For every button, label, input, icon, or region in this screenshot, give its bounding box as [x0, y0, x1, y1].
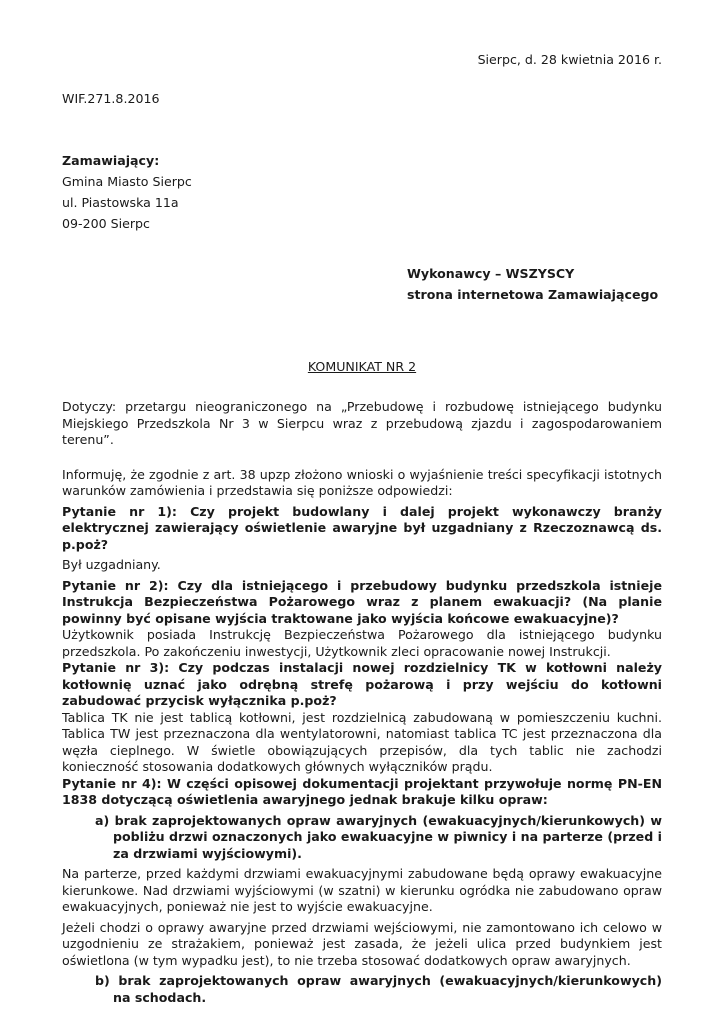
answer-1: Był uzgadniany.	[62, 557, 161, 572]
client-line: Gmina Miasto Sierpc	[62, 174, 192, 189]
recipients-line: Wykonawcy – WSZYSCY	[407, 266, 575, 281]
question-4a: a) brak zaprojektowanych opraw awaryjnych (ewakuacyjnych/kierunkowych) w pobliżu drzwi oznaczonych jako ewakuacyjne w piwnicy i na parterze (przed i za drzwiami wyjściowymi).	[95, 812, 662, 861]
reference-number: WIF.271.8.2016	[62, 91, 160, 106]
recipients-block	[407, 263, 658, 305]
recipients-line: strona internetowa Zamawiającego	[407, 287, 659, 302]
place-date: Sierpc, d. 28 kwietnia 2016 r.	[477, 52, 662, 67]
client-line: 09-200 Sierpc	[62, 216, 150, 231]
client-block	[62, 150, 192, 234]
intro-paragraph: Informuję, że zgodnie z art. 38 upzp złożono wnioski o wyjaśnienie treści specyfikacji istotnych warunków zamówienia i przedstawia się poniższe odpowiedzi:	[62, 466, 662, 498]
question-2: Pytanie nr 2): Czy dla istniejącego i przebudowy budynku przedszkola istnieje Instrukcja Bezpieczeństwa Pożarowego wraz z planem ewakuacji? (Na planie powinny być opisane wyjścia traktowane jako wyjścia końcowe ewakuacyjne)?	[62, 577, 662, 626]
question-1: Pytanie nr 1): Czy projekt budowlany i dalej projekt wykonawczy branży elektrycznej zawierający oświetlenie awaryjne był uzgadniany z Rzeczoznawcą ds. p.poż?	[62, 503, 662, 552]
subject-paragraph: Dotyczy: przetargu nieograniczonego na „Przebudowę i rozbudowę istniejącego budynku Miejskiego Przedszkola Nr 3 w Sierpcu wraz z przebudową zjazdu i zagospodarowaniem terenu”.	[62, 399, 662, 447]
answer-4a-part2: Jeżeli chodzi o oprawy awaryjne przed drzwiami wejściowymi, nie zamontowano ich celowo w uzgodnieniu ze strażakiem, ponieważ jest zasada, że jeżeli ulica przed budynkiem jest oświetlona (w tym wypadku jest), to nie trzeba stosować dodatkowych opraw awaryjnych.	[62, 919, 662, 968]
document-title: KOMUNIKAT NR 2	[307, 359, 417, 374]
answer-4a-part1: Na parterze, przed każdymi drzwiami ewakuacyjnymi zabudowane będą oprawy ewakuacyjne kierunkowe. Nad drzwiami wyjściowymi (w szatni) w kierunku ogródka nie zabudowano opraw ewakuacyjnych, ponieważ nie jest to wyjście ewakuacyjne.	[62, 866, 662, 914]
client-line: ul. Piastowska 11a	[62, 195, 179, 210]
document-body	[62, 399, 662, 1006]
answer-3: Tablica TK nie jest tablicą kotłowni, jest rozdzielnicą zabudowaną w pomieszczeniu kuchni. Tablica TW jest przeznaczona dla wentylatorowni, natomiast tablica TC jest przeznaczona dla węzła cieplnego. W świetle obowiązujących przepisów, dla tych tablic nie zachodzi konieczność stosowania dodatkowych głównych wyłączników prądu.	[62, 709, 662, 774]
answer-2: Użytkownik posiada Instrukcję Bezpieczeństwa Pożarowego dla istniejącego budynku przedszkola. Po zakończeniu inwestycji, Użytkownik zleci opracowanie nowej Instrukcji.	[62, 627, 662, 659]
question-4b: b) brak zaprojektowanych opraw awaryjnych (ewakuacyjnych/kierunkowych) na schodach.	[95, 973, 662, 1005]
question-3: Pytanie nr 3): Czy podczas instalacji nowej rozdzielnicy TK w kotłowni należy kotłownię uznać jako odrębną strefę pożarową i przy wejściu do kotłowni zabudować przycisk wyłącznika p.poż?	[62, 660, 662, 708]
client-label: Zamawiający:	[62, 153, 160, 168]
question-4: Pytanie nr 4): W części opisowej dokumentacji projektant przywołuje normę PN-EN 1838 dotyczącą oświetlenia awaryjnego jednak brakuje kilku opraw:	[62, 775, 662, 807]
